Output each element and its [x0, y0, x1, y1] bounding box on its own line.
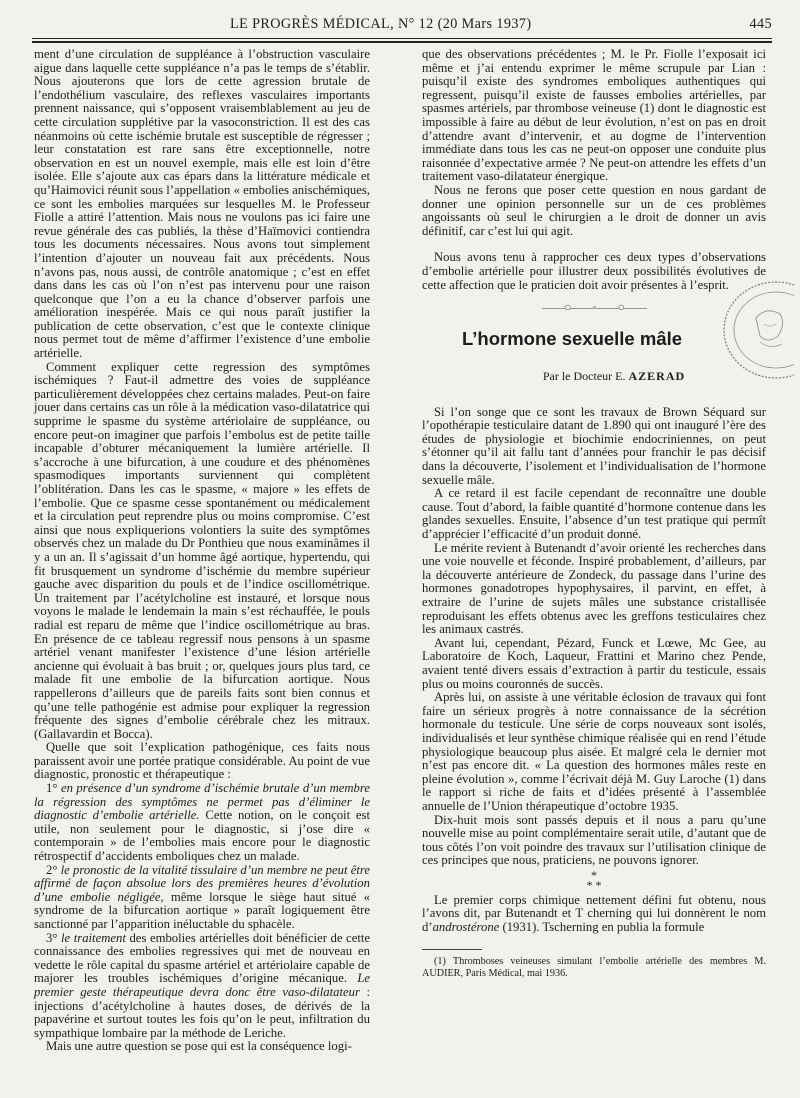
list-text: même lorsque le siège haut situé « syndrome de la bifurcation aortique » paraît logiquement être sanctionné par l’apparition inéluctable du sphacèle.: [34, 889, 370, 931]
paragraph: Si l’on songe que ce sont les travaux de Brown Séquard sur l’opothérapie testiculaire datant de 1.890 qui ont inauguré l’ère des études de physiologie et biochimie endocriniennes, on peut s’étonner qu’il ait fallu tant d’années pour franchir le pas décisif dans la découverte, l’isolement et l’individualisation de l’hormone sexuelle mâle.: [422, 404, 766, 487]
running-header: [32, 14, 772, 36]
paragraph: ment d’une circulation de suppléance à l’obstruction vasculaire aigue dans laquelle cette suppléance n’a pas le temps de s’établir. Nous ajouterons que lors de cette agression brutale de l’endothélium vasculaire, des reflexes vasculaires importants prennent naissance, qui s’opposent vraisemblablement au jeu de cette circulation supplétive par la vasoconstriction. Il est des cas néanmoins où cette ischémie brutale est susceptible de régresser ; leur constatation est rare sans être exceptionnelle, notre observation en est un nouvel exemple, mais elle est loin d’être isolée. Elle s’ajoute aux cas épars dans la littérature médicale et qu’Haimovici réunit sous l’appellation « embolies anischémiques, ce sont les embolies marquées sur lesquelles M. le Professeur Fiolle a attiré l’attention. Mais nous ne voulons pas ici faire une revue générale des cas publiés, la thèse d’Haïmovici contiendra tous les documents nécessaires. Nous avons tout simplement l’intention d’ajouter un nouveau fait aux précédents. Nous n’avons pas, nous aussi, de contrôle anatomique ; c’est en effet dans dans les cas où l’on n’est pas intervenu pour une raison quelconque que l’on a eu la chance d’observer parfois une amélioration inespérée. Mais ce qui nous paraît justifier la publication de cette observation, c’est que le contexte clinique nous permet tout de même d’affirmer l’existence d’une embolie artérielle.: [34, 47, 370, 361]
paragraph: que des observations précédentes ; M. le Pr. Fiolle l’exposait ici même et j’ai entendu exprimer le même scrupule par Lian : puisqu’il existe des syndromes emboliques authentiques qui regressent, puisqu’il existe de fausses embolies artérielles, par spasmes artériels, par thrombose veineuse (1) dont le diagnostic est impossible à faire au début de leur évolution, n’est on pas en droit d’attendre avant d’intervenir, et au dogme de l’intervention immédiate dans tous les cas ne peut-on opposer une conduite plus raisonnée d’expectative armée ? Ne peut-on attendre les effets d’un traitement vaso-dilatateur énergique.: [422, 47, 766, 184]
text: (1931). Tscherning en publia la formule: [499, 920, 705, 935]
list-item-1: [34, 782, 370, 864]
library-stamp: [716, 278, 794, 388]
paragraph: A ce retard il est facile cependant de reconnaître une double cause. Tout d’abord, la faible quantité d’hormone contenue dans les glandes sexuelles. Ensuite, l’absence d’un test pratique qui permît d’apprécier l’efficacité d’un produit donné.: [422, 486, 766, 542]
header-rule: [32, 38, 772, 39]
stamp-icon: [716, 278, 794, 388]
list-text: : injections d’acétylcholine à hautes doses, de dérivés de la papavérine et surtout toutes les fois qu’on le peut, infiltration du sympathique lombaire par la méthode de Leriche.: [34, 984, 370, 1040]
paragraph: Mais une autre question se pose qui est la conséquence logi-: [46, 1039, 352, 1054]
paragraph: Comment expliquer cette regression des symptômes ischémiques ? Faut-il admettre des voies de suppléance particulièrement développées chez certains malades. Peut-on faire jouer dans certains cas un rôle à la médication vaso-dilatatrice qui supprime le spasme du système artériolaire de suppléance, ou encore peut-on imaginer que parfois l’embolus est de petite taille incapable d’obturer mécaniquement la lumière artérielle. Il s’accroche à une bifurcation, à une coudure et des phénomènes spasmodiques importants surviennent qui complètent l’oblitération. Dans les cas le spasme, « majore » les effets de l’embolie. Que ce spasme cesse spontanément ou médicalement et la circulation peut reprendre plus ou moins compromise. C’est ainsi que nous expliquerions volontiers la suite des symptômes observés chez un malade du Dr Ponthieu que nous examinâmes il y a un an. Il s’agissait d’un homme âgé aortique, hypertendu, qui fit brusquement un syndrome d’ischémie du membre supérieur gauche avec disparition du pouls et de l’indice oscillométrique. Un traitement par l’acétylcholine est instauré, et lorsque nous voyons le malade le lendemain la main s’est réchauffée, le pouls radial est reparu de même que l’indice oscillométrique au bras. En présence de ce tableau regressif nous pensons à un spasme artériel venant manifester l’existence d’une lésion artérielle ancienne qui évoluait à bas bruit ; or, quelques jours plus tard, ce malade fit une embolie de la bifurcation aortique. Nous rappellerons d’ailleurs que de pareils faits sont bien connus et qu’une telle pathogénie est admise pour expliquer la regression fréquente des signes d’embolie cérébrale chez les mitraux. (Gallavardin et Bocca).: [34, 359, 370, 741]
paragraph: [422, 894, 766, 935]
emphasis: le traitement: [61, 930, 126, 945]
text: Le premier corps chimique nettement défini fut obtenu, nous l’avons dit, par Butenandt et T cherning qui lui donnèrent le nom d’: [422, 892, 766, 935]
paragraph: Nous avons tenu à rapprocher ces deux types d’observations d’embolie artérielle pour illustrer deux possibilités évolutives de cette affection que le praticien doit avoir présentes à l’esprit.: [422, 250, 766, 292]
paragraph: Avant lui, cependant, Pézard, Funck et Lœwe, Mc Gee, au Laboratoire de Koch, Laqueur, Frattini et Marino chez Pende, avaient tenté divers essais d’extraction à partir du testicule, essais plus ou moins couronnés de succès.: [422, 635, 766, 691]
paragraph: Après lui, on assiste à une véritable éclosion de travaux qui font faire un sérieux progrès à notre connaissance de la sécrétion hormonale du testicule. Une série de corps nouveaux sont isolés, individualisés et leur synthèse chimique réalisée qui en rend l’étude physiologique beaucoup plus aisée. Et malgré cela le dernier mot n’est pas encore dit. « La question des hormones mâles reste en pleine évolution », comme l’écrivait déjà M. Guy Laroche (1) dans le rapport si riche de faits et d’idées présenté à l’assemblée annuelle de l’Union thérapeutique d’octobre 1935.: [422, 690, 766, 813]
section-break-stars: [422, 867, 766, 892]
left-column: [34, 48, 370, 1054]
list-number: 2°: [46, 862, 61, 877]
list-text: Cette notion, on le conçoit est utile, non seulement pour le diagnostic, si j’ose dire « contemporain » de l’embolies mais encore pour le diagnostic rétrospectif d’accidents emboliques chez un malade.: [34, 808, 371, 864]
list-item-3: [34, 932, 370, 1041]
emphasis: Le premier geste thérapeutique devra donc être vaso-dilatateur: [34, 971, 370, 999]
emphasis: en présence d’un syndrome d’ischémie brutale d’un membre la régression des symptômes ne permet pas d’éliminer le diagnostic d’embolie artérielle.: [34, 781, 370, 823]
journal-title: LE PROGRÈS MÉDICAL, N° 12 (20 Mars 1937): [230, 16, 532, 32]
emphasis: androstérone: [432, 920, 500, 935]
emphasis: le pronostic de la vitalité tissulaire d’un membre ne peut être affirmé de façon absolue lors des premières heures d’évolution d’une embolie négligée,: [34, 862, 370, 904]
list-number: 1°: [46, 781, 61, 796]
header-rule-thick: [32, 41, 772, 43]
footnote: (1) Thromboses veineuses simulant l’embolie artérielle des membres M. AUDIER, Paris Médical, mai 1936.: [422, 955, 766, 979]
section-ornament: ——○——◦——○——: [542, 300, 646, 315]
paragraph: Quelle que soit l’explication pathogénique, ces faits nous paraissent avoir une portée pratique considérable. Au point de vue diagnostic, pronostic et thérapeutique :: [34, 740, 370, 782]
right-column: [422, 48, 766, 980]
byline-prefix: Par le Docteur E.: [542, 369, 629, 384]
footnote-rule: [422, 949, 482, 950]
list-text: des embolies artérielles doit bénéficier de cette connaissance des embolies regressives qui met de nouveau en vedette le rôle capital du spasme artériel et artériolaire capable de majorer les troubles ischémiques d’origine mécanique.: [34, 930, 371, 986]
paragraph: Nous ne ferons que poser cette question en nous gardant de donner une opinion personnelle sur un de ces problèmes angoissants où seul le chirurgien a le droit de donner un avis définitif, car c’est lui qui agit.: [422, 182, 766, 238]
article-title: L’hormone sexuelle mâle: [462, 328, 683, 350]
page-number: 445: [749, 16, 772, 32]
author-name: AZERAD: [628, 369, 686, 384]
list-number: 3°: [46, 930, 61, 945]
list-item-2: [34, 864, 370, 932]
byline: [422, 370, 766, 384]
star-bottom: * *: [586, 877, 602, 892]
paragraph: Le mérite revient à Butenandt d’avoir orienté les recherches dans une voie nouvelle et féconde. Inspiré probablement, d’ailleurs, par la découverte antérieure de Zondeck, du passage dans l’urine des hormones gonadotropes hypophysaires, il parvint, en effet, à extraire de l’urine de sujets mâles une substance cristallisée reproduisant les effets obtenus avec les greffons testiculaires chez les animaux castrés.: [422, 540, 766, 637]
star-top: *: [591, 867, 597, 882]
paragraph: Dix-huit mois sont passés depuis et il nous a paru qu’une nouvelle mise au point complémentaire serait utile, d’autant que de tous côtés l’on voit poindre des travaux sur l’utilisation clinique de ces principes que nous, praticiens, ne pouvons ignorer.: [422, 812, 766, 868]
